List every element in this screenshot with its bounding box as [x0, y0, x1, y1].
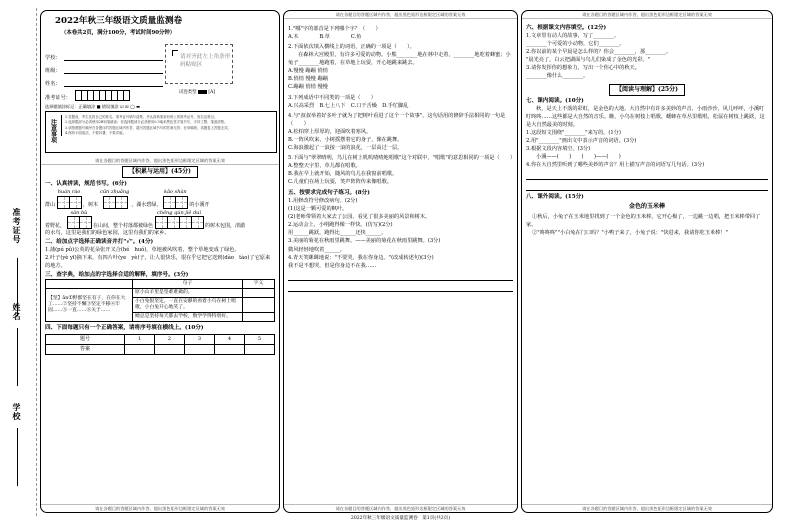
corner-mark-icon [172, 50, 178, 56]
banner-top: 请在各题目的答题区域内作答，超出黑色矩形边框限定区域的答案无效 [41, 157, 279, 165]
s3-fill[interactable]: 微风轻轻地吹着______。 [288, 246, 346, 253]
s1: 1.用修改符号修改病句。(2分) [288, 198, 358, 205]
pinyin-text: ，湖水碧绿， [131, 202, 162, 209]
mc-q2: 2.下面依次填入横线上的词语，正确的一项是（ ）。 [288, 44, 415, 51]
pinyin-text: 的树木包围，清澈 [205, 222, 246, 229]
exam-type-value: A [210, 90, 214, 95]
panel-two [283, 10, 518, 513]
note-line: 4.保持卡面清洁，不要折叠、不要弄破。 [65, 130, 126, 135]
q2-line1: 1.蒲(pú pǔ)公英的花朵张开又合(hé huó)，草地被风吹着，整个草地变成了绿色。 [45, 247, 240, 254]
section7-title: 七、课内阅读。(10分) [526, 97, 584, 104]
mc-q4-option[interactable]: C.海浪激起了一浪接一浪的浪花，一层高过一层。 [288, 144, 403, 151]
id-label: 准考证号： [45, 94, 71, 101]
barcode-area [165, 44, 233, 84]
name-label: 姓名： [45, 80, 61, 87]
answer-grid-header: 2 [154, 335, 184, 345]
pinyin-label: sàn bù [70, 209, 88, 216]
strip-school-label: 学校 [12, 403, 22, 421]
answer-cell[interactable] [184, 345, 214, 355]
notes-box [45, 111, 277, 153]
pinyin-text: 的小溪开 [189, 202, 210, 209]
class-line[interactable] [64, 73, 163, 74]
pinyin-box[interactable] [57, 189, 81, 208]
mc-q5-option[interactable]: C.儿童们在场上玩耍，笑声阵阵传来像唱歌。 [288, 179, 392, 186]
dict-row-sentence: 她总是坚持每天都去学校，数学学得特别好。 [133, 313, 243, 322]
f1-b[interactable]: ________个可爱的小动物，它们________。 [526, 41, 625, 48]
exam-type-fill-icon [198, 90, 207, 94]
pinyin-row-1 [45, 189, 275, 208]
answer-grid-header: 1 [124, 335, 154, 345]
fill-example: 选择题填涂标记：正确填涂 ■ 错误填涂 ☑ ☒ ◯ ▬ [45, 104, 141, 109]
name-field[interactable] [45, 74, 163, 87]
answer-cell[interactable] [154, 345, 184, 355]
s4: 4.青天笑眯眯地说："不要哭，我在你身边。"(改成转述句)(3分) [288, 254, 434, 261]
student-info [45, 48, 163, 101]
exam-subtitle: （本卷共2页，满分100分，考试时间90分钟） [61, 29, 176, 36]
story-paragraph: ①秋后，小兔子在玉米地里找到了一个金色的玉米棒，它开心极了，一边跳一边唱，把玉米棒带回了家。 [526, 213, 761, 228]
mc-q1-options[interactable]: A.木 B.草 C.鱼 [288, 34, 362, 41]
strip-id-label: 准考证号 [12, 208, 22, 244]
pinyin-label: huán rào [57, 189, 81, 196]
story-title: 金色的玉米棒 [628, 203, 665, 211]
answer-line[interactable] [288, 283, 513, 292]
q7-3-fill[interactable]: 小溪——( ) ( )——( ) [536, 154, 621, 161]
section-title: 【积累与运用】(45分) [122, 166, 198, 178]
strip-school-line [17, 428, 18, 486]
dict-definition: 【坚】ān①野郡坚在有子，在你在大工……②坚持不懈③坚定不移④牢固……⑤一直……⑥关于…… [46, 289, 133, 322]
pinyin-box[interactable] [67, 210, 91, 229]
pinyin-label: kāo shàn [164, 189, 187, 196]
school-label: 学校： [45, 54, 61, 61]
mc-q3-options[interactable]: A.兴高采烈 B.七上八下 C.口干舌燥 D.手忙脚乱 [288, 102, 409, 109]
pinyin-box[interactable] [163, 189, 187, 208]
pinyin-text: 群山 [45, 202, 56, 209]
q1-title: 一、认真拼读，规范书写。(6分) [45, 180, 127, 187]
pinyin-text: ，树木 [83, 202, 99, 209]
exam-type-label: 试卷类型 [179, 90, 197, 95]
class-field[interactable] [45, 61, 163, 74]
page-footer: 2022年秋三年级语文质量监测卷 第1页(共2页) [350, 516, 451, 521]
notes-label: 注意事项 [49, 119, 57, 143]
answer-line[interactable] [288, 272, 513, 281]
mc-q1: 1."哪"字的部首是下列哪个字？（ ） [288, 26, 381, 32]
q7-4: 4.你在大自然里听到了哪些美妙的声音？用上描写声音的词语写几句话。(3分) [526, 162, 705, 169]
dict-corner [46, 280, 133, 289]
panel-one [40, 10, 280, 513]
note-line: 2.选择题部分必须使用2B铅笔填涂；非选择题部分必须使用0.5毫米黑色签字笔书写，字体工整、笔迹清楚。 [65, 120, 228, 125]
mc-questions [284, 25, 517, 294]
dict-table [45, 279, 275, 322]
f2-b: "晨光亮了，白云把湖面与鸟儿们染成了金色的光彩。" [526, 57, 651, 64]
f1[interactable]: 1.文章里有动人的故事，写了________。 [526, 32, 620, 39]
q7-2: 2.用"________"画出文中表示声音的词语。(3分) [526, 138, 637, 145]
answer-grid-header: 题号 [46, 335, 125, 345]
banner-top: 请在各题目的答题区域内作答，超出黑色矩形边框限定区域的答案无效 [284, 11, 517, 19]
mc-q3: 3.下列成语中不同类的一项是（ ） [288, 94, 376, 101]
note-line: 3.请按照题号顺序在各题目的答题区域内作答，超出答题区域书写的答案无效；在草稿纸、试题卷上答题无效。 [65, 125, 231, 130]
strip-name-label: 姓名 [12, 303, 22, 321]
answer-grid [45, 334, 275, 355]
answer-cell[interactable] [244, 345, 274, 355]
dict-row-answer[interactable] [242, 298, 274, 313]
pinyin-text: 在山间，整个村落都被绿色 [93, 222, 154, 229]
dict-row-sentence: 原小山羊里是坚难难做的。 [133, 289, 243, 298]
reading-title: 【阅读与理解】(25分) [609, 84, 685, 96]
school-line[interactable] [64, 60, 163, 61]
banner-top: 请在各题目的答题区域内作答，超出黑色矩形边框限定区域的答案无效 [522, 11, 772, 19]
s3: 3.美丽的菊花在秋雨里跳舞。——美丽的菊花在秋雨里跳舞。(3分) [288, 238, 441, 245]
answer-line[interactable] [526, 182, 768, 191]
answer-cell[interactable] [214, 345, 244, 355]
pinyin-label: chéng qún jiē duì [157, 209, 201, 216]
section-accumulation [41, 166, 279, 355]
note-line: 1.答题前，考生先将自己的姓名、准考证号填写清楚，并认真核准条形码上的准考证号、姓名及科目。 [65, 115, 218, 119]
s4-sub: 我不是不想哭，但是你身边不在我…… [288, 262, 377, 269]
pinyin-box[interactable] [100, 189, 129, 208]
section5-title: 五、按要求完成句子练习。(8分) [288, 190, 370, 197]
answer-cell[interactable] [124, 345, 154, 355]
notes-body [61, 115, 273, 136]
banner-bottom: 请在各题目的答题区域内作答，超出黑色矩形边框限定区域的答案无效 [41, 504, 279, 512]
panel-three [521, 10, 773, 513]
mc-q4-option[interactable]: A.松柏穿上厚厚的，迎面吹着寒风。 [288, 128, 372, 135]
answer-grid-header: 4 [214, 335, 244, 345]
pinyin-label: cūn zhuāng [100, 189, 130, 196]
answer-line[interactable] [526, 171, 768, 180]
mc-q2-passage: 在森林大宫殿里，有许多可爱的动物。小熊________地在林中走着，________地吃着蜂蜜；小兔子________地跑着，在草地上玩耍，开心地跳来跳去。 [288, 52, 511, 67]
passage7: 秋，是天上不落的彩虹，是金色的大地。大自然中有许多美妙的声音，小雨沙沙，风儿呼呼，小溪叮叮咚咚……这些都是大自然的音乐。瞧，小鸟在树枝上唱歌，蟋蟀在草丛里歌唱，松鼠在树枝上跳跃，这是大自然最美的时刻。 [526, 105, 765, 128]
answer-grid-header: 3 [184, 335, 214, 345]
pinyin-text: 着野花， [45, 222, 66, 229]
mc-q2-option-b[interactable]: B.悄悄 慢慢 蹦蹦 [288, 76, 328, 83]
q3-title: 三、查字典，给加点的字选择合适的解释，填序号。(3分) [45, 272, 189, 279]
s1-b[interactable]: (2)老师带领着大家去了公园，看见了很多美丽的风景和树木。 [288, 214, 431, 221]
barcode-text: 请对齐此左上角条形码粘贴区 [180, 54, 231, 68]
q2-title: 二、给加点字选择正确读音并打"√"。(4分) [45, 239, 154, 246]
mc-q4: 4.与"叔叔举着好多叶子就为了把树叶看进了这个一个故事"，这句话用的修辞手法相同的一句是（ ） [288, 112, 506, 127]
story-paragraph: ②"咚咚咚""小白兔在门口吗？"小鸭子来了，小兔子说："快进来，我请你吃玉米棒！" [532, 229, 728, 236]
s1-a[interactable]: (1)这是一颗可爱的枫叶。 [288, 206, 348, 213]
pinyin-row-2 [45, 210, 275, 229]
f2[interactable]: 2.你以前的某个早晨是怎么样的？你会________，那________。 [526, 49, 672, 56]
f3[interactable]: 3.请你发挥你的想象力，写出一个你心中的秋天。 [526, 65, 640, 72]
answer-grid-header: 5 [244, 335, 274, 345]
mc-q4-option[interactable]: B.一阵风吹来，小树摇摆着它的身子，像在跳舞。 [288, 136, 403, 143]
dict-col-meaning: 字义 [242, 280, 274, 289]
name-line[interactable] [64, 86, 163, 87]
id-field[interactable] [45, 87, 163, 101]
pinyin-tail: 的水鸟，这里是我们的绿色家园，这里有我们的家乡。 [45, 229, 170, 236]
banner-bottom: 请在各题目的答题区域内作答，超出黑色矩形边框限定区域的答案无效 [284, 504, 517, 512]
s2-fill[interactable]: 用______跳跃，跑得比______还快______。 [288, 230, 387, 237]
q7-1[interactable]: 1.这段短文围绕"________"来写的。(1分) [526, 130, 621, 137]
dict-col-sentence: 句子 [133, 280, 243, 289]
q4-title: 四、下面每题只有一个正确答案，请将序号填在横线上。(10分) [45, 325, 204, 332]
school-field[interactable] [45, 48, 163, 61]
id-boxes[interactable] [75, 90, 129, 101]
mc-q5: 5.下面与"翠翠晴明，鸟儿在树上叽叽喳喳地唱歌"这个对联中，"唱歌"的意思相同的一项是（ ） [288, 154, 516, 161]
pinyin-box[interactable] [155, 210, 203, 229]
exam-type: 试卷类型 [A] [179, 90, 215, 95]
dict-row-answer[interactable] [242, 289, 274, 298]
fill-section [522, 25, 772, 237]
binding-strip [3, 8, 37, 516]
section6-title: 六、根据课文内容填空。(12分) [526, 25, 607, 31]
q7-3: 3.根据文段内容填空。(3分) [526, 146, 591, 153]
exam-title: 2022年秋三年级语文质量监测卷 [55, 16, 183, 26]
s2: 2.运动会上，小明跑得像一样快。(仿写)(2分) [288, 222, 393, 229]
mc-q2-option-c[interactable]: C.蹦蹦 悄悄 慢慢 [288, 84, 328, 91]
q2-line2: 2.叶子(yè yī)摘下来，有四片叶(ye yè)子，让人很快乐，很在乎它把它送到(dào tào)了它原来的地方。 [45, 255, 271, 270]
mc-q5-option[interactable]: A.整整天宇里，草儿都在唱歌。 [288, 163, 361, 169]
banner-bottom: 请在各题目的答题区域内作答，超出黑色矩形边框限定区域的答案无效 [522, 504, 772, 512]
answer-grid-label: 答案 [46, 345, 125, 355]
mc-q5-option[interactable]: B.我在早上就开始，随风的鸟儿在我窗前唱歌。 [288, 171, 398, 178]
mc-q2-option-a[interactable]: A.慢慢 蹦蹦 悄悄 [288, 68, 328, 75]
dict-row-sentence: 小白兔很坚定，一直在安静的看着小鸟在树上唱歌，小白兔开心地笑了。 [133, 298, 243, 313]
dict-row-answer[interactable] [242, 313, 274, 322]
section8-title: 八、课外阅读。(15分) [526, 194, 584, 201]
strip-name-line [17, 328, 18, 386]
f3-b[interactable]: ________像什么________。 [526, 73, 589, 80]
class-label: 班级： [45, 67, 61, 74]
